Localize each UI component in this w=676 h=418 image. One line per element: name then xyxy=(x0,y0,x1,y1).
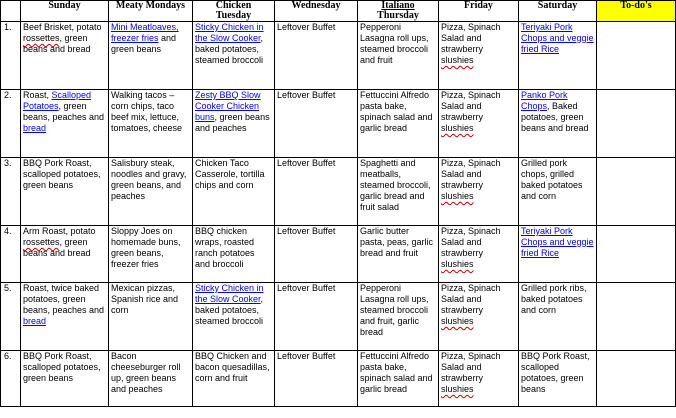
cell-text: Grilled pork chops, grilled baked potatoes and corn xyxy=(521,158,583,201)
cell-saturday xyxy=(519,90,597,158)
cell-text: BBQ Chicken and bacon quesadillas, corn and fruit xyxy=(195,351,270,383)
cell-text: Pizza, Spinach Salad and strawberry xyxy=(441,283,501,315)
cell-sunday xyxy=(21,22,109,90)
spellcheck-word: rossettes xyxy=(23,237,60,247)
cell-text: BBQ chicken wraps, roasted ranch potatoes and broccoli xyxy=(195,226,255,269)
recipe-link[interactable]: bread xyxy=(23,316,47,326)
cell-thursday xyxy=(358,22,439,90)
cell-saturday xyxy=(519,226,597,283)
header-wednesday: Wednesday xyxy=(275,1,358,22)
cell-text: , baked potatoes, steamed broccoli xyxy=(195,33,264,65)
spellcheck-word: slushies xyxy=(441,384,474,394)
cell-text: , Baked potatoes, green beans and bread xyxy=(521,101,589,133)
cell-text: Sloppy Joes on homemade buns, green beans, freezer fries xyxy=(111,226,181,269)
cell-wednesday xyxy=(275,283,358,351)
cell-sunday xyxy=(21,351,109,407)
header-tuesday-line2: Tuesday xyxy=(215,10,252,21)
recipe-link[interactable]: Panko Pork Chops xyxy=(521,90,568,111)
cell-text: , baked potatoes, steamed broccoli xyxy=(195,294,264,326)
cell-text: Pizza, Spinach Salad and strawberry xyxy=(441,226,501,258)
cell-tuesday xyxy=(193,283,275,351)
table-row xyxy=(1,351,676,407)
cell-todo xyxy=(597,158,676,226)
cell-thursday xyxy=(358,351,439,407)
cell-monday xyxy=(109,226,193,283)
cell-tuesday xyxy=(193,158,275,226)
cell-sunday xyxy=(21,158,109,226)
cell-text: Fettuccini Alfredo pasta bake, spinach salad and garlic bread xyxy=(360,351,433,394)
table-row xyxy=(1,90,676,158)
recipe-link[interactable]: Sticky Chicken in the Slow Cooker xyxy=(195,283,264,304)
cell-text: Pizza, Spinach Salad and strawberry xyxy=(441,22,501,54)
cell-text: Chicken Taco Casserole, tortilla chips and corn xyxy=(195,158,265,190)
cell-text: Garlic butter pasta, peas, garlic bread and fruit xyxy=(360,226,434,258)
recipe-link[interactable]: bread xyxy=(23,123,47,133)
cell-friday xyxy=(439,226,519,283)
recipe-link[interactable]: Teriyaki Pork Chops and veggie fried Rice xyxy=(521,22,594,54)
cell-todo xyxy=(597,226,676,283)
cell-todo xyxy=(597,283,676,351)
cell-saturday xyxy=(519,351,597,407)
spellcheck-word: slushies xyxy=(441,191,474,201)
cell-todo xyxy=(597,22,676,90)
cell-thursday xyxy=(358,226,439,283)
cell-wednesday xyxy=(275,351,358,407)
cell-text: Leftover Buffet xyxy=(277,22,336,32)
cell-wednesday xyxy=(275,90,358,158)
cell-friday xyxy=(439,22,519,90)
cell-text: BBQ Pork Roast, scalloped potatoes, green beans xyxy=(521,351,590,394)
cell-todo xyxy=(597,351,676,407)
cell-text: Pizza, Spinach Salad and strawberry xyxy=(441,158,501,190)
cell-monday xyxy=(109,283,193,351)
row-number: 4. xyxy=(1,226,21,283)
cell-text: Roast, twice baked potatoes, green beans, peaches and xyxy=(23,283,105,315)
header-monday: Meaty Mondays xyxy=(109,1,193,22)
cell-sunday xyxy=(21,226,109,283)
cell-text: Pepperoni Lasagna roll ups, steamed broccoli and fruit xyxy=(360,22,429,65)
spellcheck-word: slushies xyxy=(441,259,474,269)
spellcheck-word: rossettes xyxy=(23,33,60,43)
recipe-link[interactable]: Sticky Chicken in the Slow Cooker xyxy=(195,22,264,43)
cell-text: Pizza, Spinach Salad and strawberry xyxy=(441,351,501,383)
row-number: 3. xyxy=(1,158,21,226)
cell-tuesday xyxy=(193,90,275,158)
row-number: 2. xyxy=(1,90,21,158)
cell-monday xyxy=(109,22,193,90)
cell-text: Walking tacos – corn chips, taco beef mix, lettuce, tomatoes, cheese xyxy=(111,90,183,133)
header-todo: To-do's xyxy=(597,1,676,22)
cell-text: Bacon cheeseburger roll up, green beans and peaches xyxy=(111,351,181,394)
cell-thursday xyxy=(358,283,439,351)
header-number xyxy=(1,1,21,22)
cell-text: Leftover Buffet xyxy=(277,90,336,100)
row-number: 5. xyxy=(1,283,21,351)
table-row xyxy=(1,158,676,226)
spellcheck-word: slushies xyxy=(441,55,474,65)
cell-saturday xyxy=(519,158,597,226)
cell-friday xyxy=(439,158,519,226)
cell-friday xyxy=(439,283,519,351)
cell-saturday xyxy=(519,22,597,90)
recipe-link[interactable]: Scalloped Potatoes xyxy=(23,90,92,111)
cell-friday xyxy=(439,351,519,407)
cell-tuesday xyxy=(193,226,275,283)
header-thursday xyxy=(358,1,439,22)
row-number: 1. xyxy=(1,22,21,90)
recipe-link[interactable]: Teriyaki Pork Chops and veggie fried Rice xyxy=(521,226,594,258)
cell-wednesday xyxy=(275,22,358,90)
cell-text: Salisbury steak, noodles and gravy, green beans, and peaches xyxy=(111,158,187,201)
cell-text: BBQ Pork Roast, scalloped potatoes, green beans xyxy=(23,158,101,190)
recipe-link[interactable]: Zesty BBQ Slow Cooker Chicken buns xyxy=(195,90,261,122)
header-tuesday-line1: Chicken xyxy=(215,0,252,11)
header-saturday: Saturday xyxy=(519,1,597,22)
row-number: 6. xyxy=(1,351,21,407)
cell-text: and green beans xyxy=(111,33,177,54)
cell-wednesday xyxy=(275,226,358,283)
cell-todo xyxy=(597,90,676,158)
cell-text: Leftover Buffet xyxy=(277,283,336,293)
cell-text: BBQ Pork Roast, scalloped potatoes, green beans xyxy=(23,351,101,383)
cell-thursday xyxy=(358,158,439,226)
cell-text: Pepperoni Lasagna roll ups, steamed broccoli and fruit, garlic bread xyxy=(360,283,429,337)
cell-text: , green beans, peaches and xyxy=(23,101,105,122)
cell-tuesday xyxy=(193,351,275,407)
header-sunday: Sunday xyxy=(21,1,109,22)
header-row xyxy=(1,1,676,22)
table-row xyxy=(1,283,676,351)
cell-thursday xyxy=(358,90,439,158)
cell-text: Fettuccini Alfredo pasta bake, spinach salad and garlic bread xyxy=(360,90,433,133)
cell-tuesday xyxy=(193,22,275,90)
cell-text: Mexican pizzas, Spanish rice and corn xyxy=(111,283,179,315)
cell-monday xyxy=(109,351,193,407)
cell-text: Leftover Buffet xyxy=(277,158,336,168)
header-thursday-line1: Italiano xyxy=(381,0,415,11)
cell-text: Roast, xyxy=(23,90,52,100)
header-thursday-line2: Thursday xyxy=(377,10,419,21)
cell-text: Leftover Buffet xyxy=(277,226,336,236)
cell-sunday xyxy=(21,90,109,158)
meal-plan-body xyxy=(1,22,676,407)
cell-text: , green beans and peaches xyxy=(195,112,270,133)
recipe-link[interactable]: Mini Meatloaves, freezer fries xyxy=(111,22,179,43)
cell-text: Leftover Buffet xyxy=(277,351,336,361)
cell-saturday xyxy=(519,283,597,351)
table-row xyxy=(1,22,676,90)
header-friday: Friday xyxy=(439,1,519,22)
cell-text: Beef Brisket, potato xyxy=(23,22,102,32)
table-row xyxy=(1,226,676,283)
spellcheck-word: slushies xyxy=(441,123,474,133)
cell-friday xyxy=(439,90,519,158)
cell-text: Spaghetti and meatballs, steamed broccoli, garlic bread and fruit salad xyxy=(360,158,431,212)
spellcheck-word: slushies xyxy=(441,316,474,326)
header-tuesday xyxy=(193,1,275,22)
cell-text: Grilled pork ribs, baked potatoes and corn xyxy=(521,283,587,315)
cell-text: Pizza, Spinach Salad and strawberry xyxy=(441,90,501,122)
cell-text: Arm Roast, potato xyxy=(23,226,96,236)
cell-text: , green beans and bread xyxy=(23,237,91,258)
cell-monday xyxy=(109,158,193,226)
cell-text: , green beans and bread xyxy=(23,33,91,54)
cell-monday xyxy=(109,90,193,158)
cell-sunday xyxy=(21,283,109,351)
cell-wednesday xyxy=(275,158,358,226)
